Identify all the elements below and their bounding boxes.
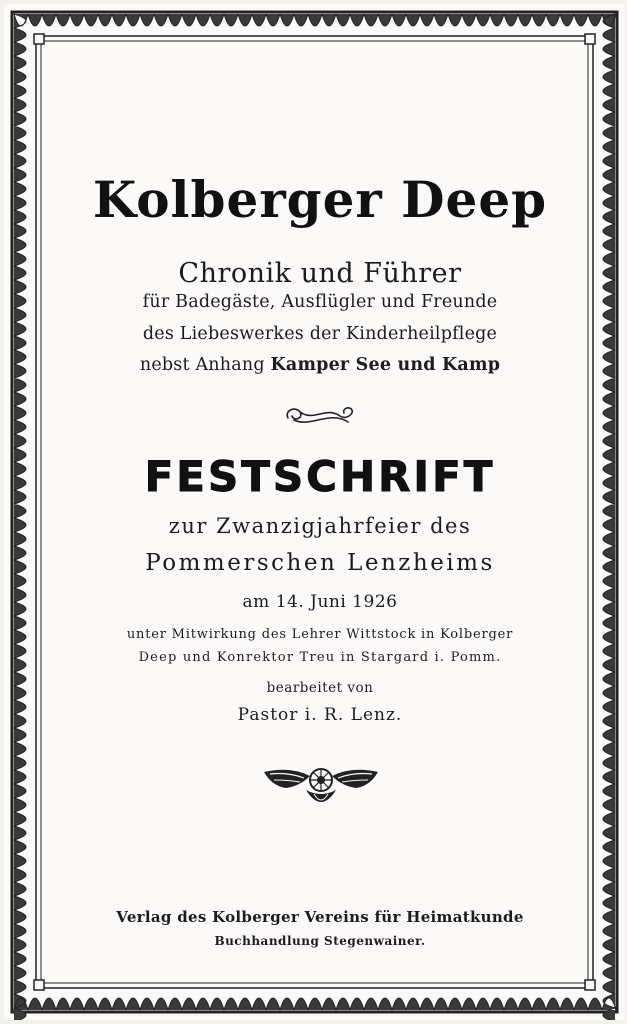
page-content (52, 52, 588, 988)
edited-by-label: bearbeitet von (266, 680, 374, 696)
occasion-line: zur Zwanzigjahrfeier des (168, 514, 472, 538)
bookstore: Buchhandlung Stegenwainer. (214, 934, 426, 948)
appendix-title: Kamper See und Kamp (270, 355, 501, 375)
publisher: Verlag des Kolberger Vereins für Heimatkunde (116, 908, 524, 926)
author-name: Pastor i. R. Lenz. (237, 705, 403, 725)
institution-name: Pommerschen Lenzheims (145, 550, 495, 576)
description-line-1: für Badegäste, Ausflügler und Freunde (142, 292, 498, 312)
event-date: am 14. Juni 1926 (242, 592, 398, 612)
scroll-flourish-icon (280, 400, 360, 430)
subtitle: Chronik und Führer (178, 258, 462, 289)
festschrift-heading: FESTSCHRIFT (144, 452, 496, 501)
contributors-line-2: Deep und Konrektor Treu in Stargard i. Pomm. (138, 650, 502, 665)
contributors-line-1: unter Mitwirkung des Lehrer Wittstock in Kolberger (126, 627, 514, 642)
description-line-3 (52, 355, 588, 375)
title-page (4, 4, 625, 1020)
book-title: Kolberger Deep (92, 170, 548, 229)
winged-flower-icon (260, 764, 382, 816)
description-line-3-prefix: nebst Anhang (139, 355, 271, 375)
description-line-2: des Liebeswerkes der Kinderheilpflege (142, 324, 498, 344)
